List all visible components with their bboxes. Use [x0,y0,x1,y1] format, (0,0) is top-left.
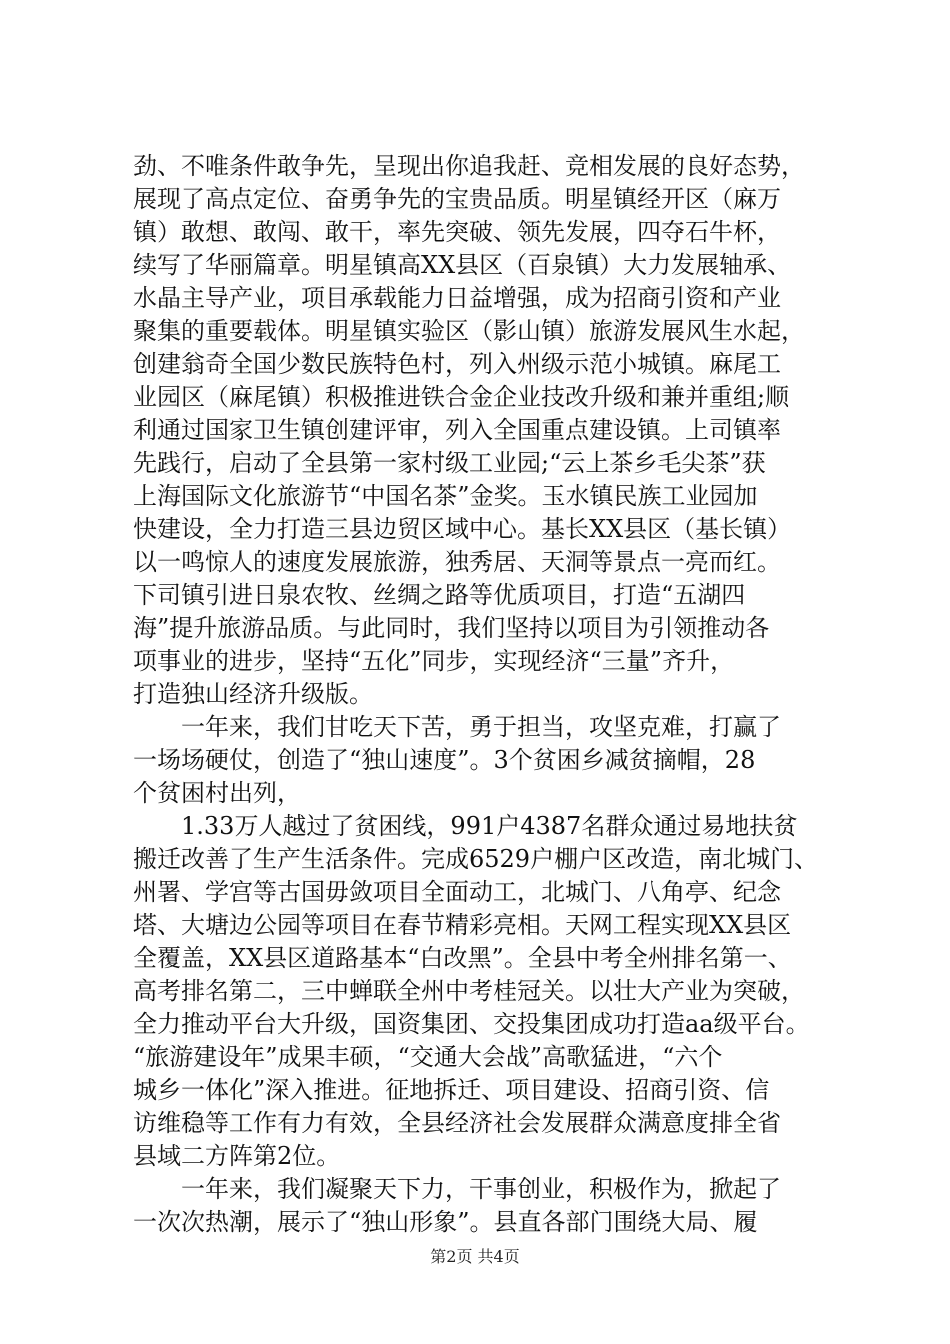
text-line: 城乡一体化”深入推进。征地拆迁、项目建设、招商引资、信 [133,1076,770,1104]
text-line: 访维稳等工作有力有效，全县经济社会发展群众满意度排全省 [133,1109,781,1137]
paragraph-speed [133,711,833,810]
text-line-first: 一年来，我们凝聚天下力，干事创业，积极作为，掀起了 [181,1175,781,1203]
text-line: 镇）敢想、敢闯、敢干，率先突破、领先发展，四夺石牛杯， [133,218,781,246]
text-line: 项事业的进步，坚持“五化”同步，实现经济“三量”齐升， [133,647,735,675]
text-line: 创建翁奇全国少数民族特色村，列入州级示范小城镇。麻尾工 [133,350,781,378]
text-line: 先践行，启动了全县第一家村级工业园;“云上茶乡毛尖茶”获 [133,449,766,477]
paragraph-continuation [133,150,833,711]
text-line: 利通过国家卫生镇创建评审，列入全国重点建设镇。上司镇率 [133,416,781,444]
text-line: 全覆盖，XX县区道路基本“白改黑”。全县中考全州排名第一、 [133,944,792,972]
text-line: 全力推动平台大升级，国资集团、交投集团成功打造aa级平台。 [133,1010,810,1038]
text-line: 高考排名第二，三中蝉联全州中考桂冠关。以壮大产业为突破， [133,977,805,1005]
text-line: 劲、不唯条件敢争先，呈现出你追我赶、竞相发展的良好态势， [133,152,805,180]
text-line: 续写了华丽篇章。明星镇高XX县区（百泉镇）大力发展轴承、 [133,251,792,279]
document-body [133,150,833,1239]
text-line: 搬迁改善了生产生活条件。完成6529户棚户区改造，南北城门、 [133,845,819,873]
text-line: 一次次热潮，展示了“独山形象”。县直各部门围绕大局、履 [133,1208,758,1236]
text-line: 快建设，全力打造三县边贸区域中心。基长XX县区（基长镇） [133,515,792,543]
text-line: 聚集的重要载体。明星镇实验区（影山镇）旅游发展风生水起， [133,317,805,345]
paragraph-poverty [133,810,833,1173]
page-number-footer: 第2页 共4页 [430,1247,520,1266]
text-line: 下司镇引进日泉农牧、丝绸之路等优质项目，打造“五湖四 [133,581,746,609]
text-line: 上海国际文化旅游节“中国名茶”金奖。玉水镇民族工业园加 [133,482,758,510]
text-line: 水晶主导产业，项目承载能力日益增强，成为招商引资和产业 [133,284,781,312]
text-line: 个贫困村出列， [133,779,301,807]
text-line: 海”提升旅游品质。与此同时，我们坚持以项目为引领推动各 [133,614,770,642]
paragraph-image [133,1173,833,1239]
text-line-first: 1.33万人越过了贫困线，991户4387名群众通过易地扶贫 [181,812,798,840]
text-line: 以一鸣惊人的速度发展旅游，独秀居、天洞等景点一亮而红。 [133,548,781,576]
text-line: 州署、学宫等古国毋敛项目全面动工，北城门、八角亭、纪念 [133,878,781,906]
text-line: 一场场硬仗，创造了“独山速度”。3个贫困乡减贫摘帽，28 [133,746,756,774]
text-line-first: 一年来，我们甘吃天下苦，勇于担当，攻坚克难，打赢了 [181,713,781,741]
text-line: 展现了高点定位、奋勇争先的宝贵品质。明星镇经开区（麻万 [133,185,781,213]
text-line: 塔、大塘边公园等项目在春节精彩亮相。天网工程实现XX县区 [133,911,792,939]
text-line: 业园区（麻尾镇）积极推进铁合金企业技改升级和兼并重组;顺 [133,383,790,411]
text-line: 县域二方阵第2位。 [133,1142,341,1170]
text-line: “旅游建设年”成果丰硕，“交通大会战”高歌猛进，“六个 [133,1043,723,1071]
text-line: 打造独山经济升级版。 [133,680,373,708]
